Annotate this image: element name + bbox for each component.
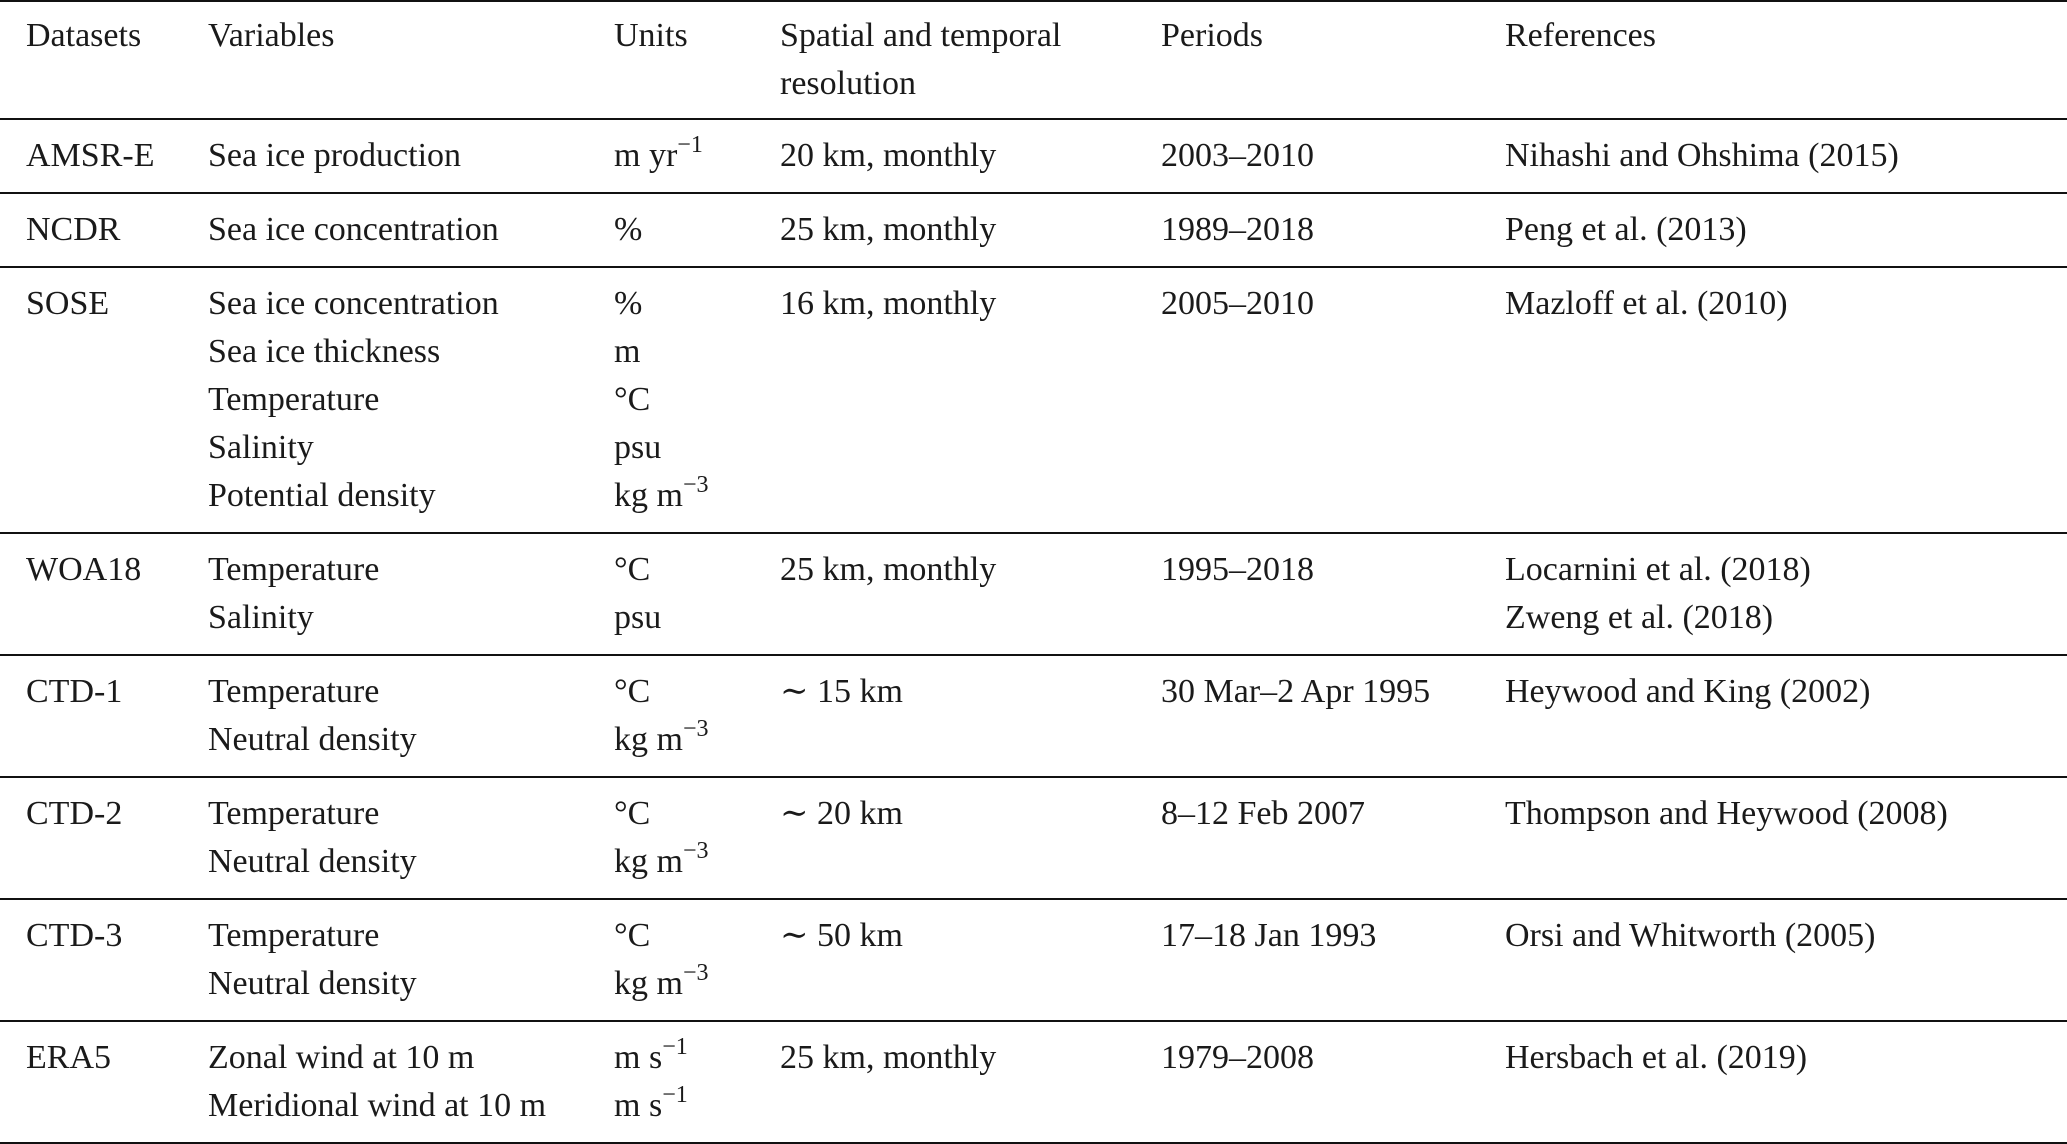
header-references: References <box>1505 17 1657 54</box>
variable-name: Temperature <box>208 917 380 954</box>
unit-exponent: −3 <box>682 471 709 498</box>
unit-base: °C <box>614 673 651 710</box>
unit-value <box>614 838 764 886</box>
table-row <box>0 777 2067 899</box>
cell-dataset: SOSE <box>26 285 110 322</box>
cell-resolution: 25 km, monthly <box>780 551 997 588</box>
reference-text: Orsi and Whitworth (2005) <box>1505 917 1876 954</box>
reference-text: Mazloff et al. (2010) <box>1505 285 1788 322</box>
header-units: Units <box>614 17 688 54</box>
unit-base: m s <box>614 1087 663 1124</box>
unit-value <box>614 716 764 764</box>
cell-period: 30 Mar–2 Apr 1995 <box>1161 673 1431 710</box>
unit-exponent: −1 <box>662 1081 688 1108</box>
variable-name: Zonal wind at 10 m <box>208 1039 475 1076</box>
header-resolution <box>772 1 1153 119</box>
unit-base: kg m <box>614 477 683 514</box>
cell-period: 1989–2018 <box>1161 211 1314 248</box>
cell-references <box>1497 267 2067 533</box>
reference-text: Locarnini et al. (2018) <box>1505 551 1811 588</box>
variable-name: Temperature <box>208 795 380 832</box>
variable-name: Temperature <box>208 673 380 710</box>
unit-value <box>614 328 764 376</box>
variable-name: Temperature <box>208 551 380 588</box>
unit-value <box>614 376 764 424</box>
variable-name: Neutral density <box>208 965 417 1002</box>
table-row <box>0 533 2067 655</box>
cell-period: 17–18 Jan 1993 <box>1161 917 1377 954</box>
header-periods: Periods <box>1161 17 1263 54</box>
cell-references <box>1497 777 2067 899</box>
cell-resolution: 25 km, monthly <box>780 1039 997 1076</box>
cell-units <box>606 1021 772 1143</box>
cell-period: 1979–2008 <box>1161 1039 1314 1076</box>
table-body <box>0 119 2067 1143</box>
cell-variables <box>200 119 606 193</box>
cell-variables <box>200 193 606 267</box>
cell-units <box>606 533 772 655</box>
cell-resolution: 16 km, monthly <box>780 285 997 322</box>
cell-units <box>606 267 772 533</box>
reference-text: Hersbach et al. (2019) <box>1505 1039 1808 1076</box>
cell-references <box>1497 655 2067 777</box>
unit-value <box>614 546 764 594</box>
reference-text: Zweng et al. (2018) <box>1505 599 1774 636</box>
table-header <box>0 1 2067 119</box>
unit-value <box>614 132 764 180</box>
cell-units <box>606 119 772 193</box>
table-row <box>0 899 2067 1021</box>
unit-base: psu <box>614 429 662 466</box>
cell-dataset: CTD-2 <box>26 795 123 832</box>
variable-name: Meridional wind at 10 m <box>208 1087 547 1124</box>
cell-variables <box>200 777 606 899</box>
variable-name: Neutral density <box>208 843 417 880</box>
unit-base: psu <box>614 599 662 636</box>
cell-resolution: ∼ 20 km <box>780 795 903 832</box>
unit-base: °C <box>614 917 651 954</box>
table-row <box>0 267 2067 533</box>
cell-units <box>606 193 772 267</box>
cell-period: 2005–2010 <box>1161 285 1314 322</box>
unit-base: m s <box>614 1039 663 1076</box>
unit-value <box>614 206 764 254</box>
cell-units <box>606 655 772 777</box>
variable-name: Sea ice concentration <box>208 211 499 248</box>
unit-value <box>614 280 764 328</box>
header-row <box>0 1 2067 119</box>
cell-period: 8–12 Feb 2007 <box>1161 795 1365 832</box>
cell-units <box>606 777 772 899</box>
unit-value <box>614 912 764 960</box>
table-row <box>0 193 2067 267</box>
unit-exponent: −1 <box>677 131 703 158</box>
header-variables: Variables <box>208 17 335 54</box>
unit-value <box>614 472 764 520</box>
variable-name: Temperature <box>208 381 380 418</box>
unit-value <box>614 668 764 716</box>
cell-references <box>1497 1021 2067 1143</box>
cell-dataset: NCDR <box>26 211 121 248</box>
reference-text: Thompson and Heywood (2008) <box>1505 795 1948 832</box>
cell-period: 2003–2010 <box>1161 137 1314 174</box>
table-row <box>0 655 2067 777</box>
unit-base: °C <box>614 381 651 418</box>
reference-text: Nihashi and Ohshima (2015) <box>1505 137 1899 174</box>
unit-base: kg m <box>614 843 683 880</box>
unit-base: °C <box>614 795 651 832</box>
unit-base: °C <box>614 551 651 588</box>
cell-variables <box>200 899 606 1021</box>
cell-references <box>1497 533 2067 655</box>
cell-dataset: WOA18 <box>26 551 142 588</box>
unit-value <box>614 960 764 1008</box>
reference-text: Peng et al. (2013) <box>1505 211 1747 248</box>
cell-dataset: AMSR-E <box>26 137 155 174</box>
reference-text: Heywood and King (2002) <box>1505 673 1871 710</box>
unit-base: % <box>614 211 643 248</box>
cell-variables <box>200 267 606 533</box>
variable-name: Neutral density <box>208 721 417 758</box>
cell-dataset: CTD-3 <box>26 917 123 954</box>
unit-base: kg m <box>614 965 683 1002</box>
cell-units <box>606 899 772 1021</box>
cell-resolution: 20 km, monthly <box>780 137 997 174</box>
cell-resolution: 25 km, monthly <box>780 211 997 248</box>
cell-variables <box>200 655 606 777</box>
cell-resolution: ∼ 50 km <box>780 917 903 954</box>
variable-name: Salinity <box>208 599 314 636</box>
unit-exponent: −1 <box>662 1033 688 1060</box>
unit-base: m <box>614 333 641 370</box>
cell-period: 1995–2018 <box>1161 551 1314 588</box>
cell-references <box>1497 899 2067 1021</box>
cell-dataset: CTD-1 <box>26 673 123 710</box>
unit-base: m yr <box>614 137 678 174</box>
variable-name: Sea ice production <box>208 137 462 174</box>
unit-value <box>614 424 764 472</box>
unit-exponent: −3 <box>682 837 709 864</box>
cell-references <box>1497 119 2067 193</box>
cell-references <box>1497 193 2067 267</box>
variable-name: Sea ice concentration <box>208 285 499 322</box>
table-row <box>0 119 2067 193</box>
table-row <box>0 1021 2067 1143</box>
unit-value <box>614 790 764 838</box>
cell-variables <box>200 1021 606 1143</box>
header-datasets: Datasets <box>26 17 142 54</box>
unit-exponent: −3 <box>682 715 709 742</box>
variable-name: Salinity <box>208 429 314 466</box>
unit-value <box>614 594 764 642</box>
header-resolution-text: Spatial and temporal resolution <box>780 17 1062 102</box>
variable-name: Sea ice thickness <box>208 333 441 370</box>
cell-variables <box>200 533 606 655</box>
unit-exponent: −3 <box>682 959 709 986</box>
unit-value <box>614 1034 764 1082</box>
unit-base: % <box>614 285 643 322</box>
cell-resolution: ∼ 15 km <box>780 673 903 710</box>
unit-base: kg m <box>614 721 683 758</box>
unit-value <box>614 1082 764 1130</box>
variable-name: Potential density <box>208 477 436 514</box>
cell-dataset: ERA5 <box>26 1039 111 1076</box>
